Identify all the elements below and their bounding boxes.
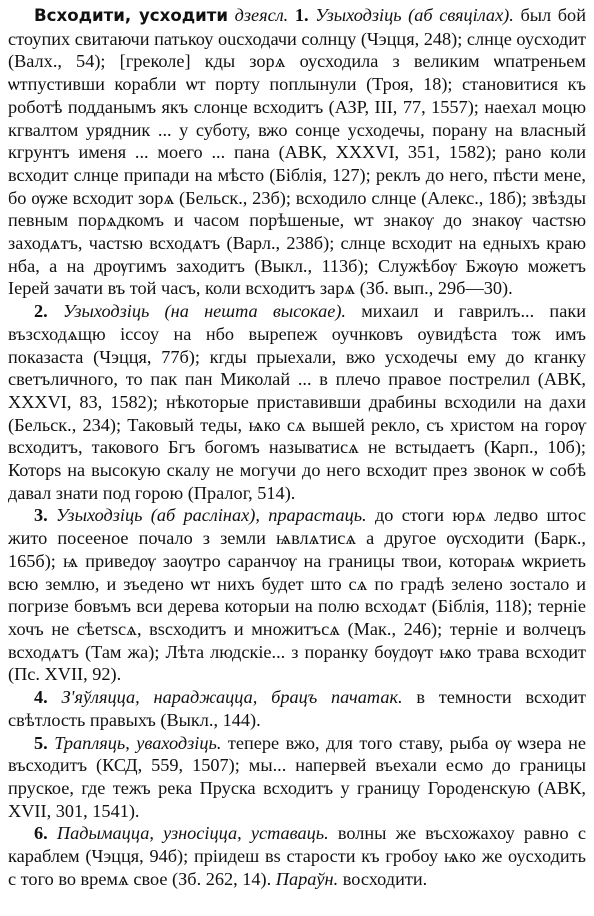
sense-paragraph bbox=[8, 686, 586, 731]
sense-number: 6. bbox=[34, 823, 48, 844]
sense-citations: в темности всходит свѣтлость правыхъ (Выкл., 144). bbox=[8, 687, 586, 730]
sense-paragraph bbox=[8, 300, 586, 504]
grammar-label: дзеясл. bbox=[234, 5, 289, 25]
sense-gloss: З'яўляцца, нараджацца, брацъ пачатак. bbox=[61, 687, 403, 708]
sense-number: 3. bbox=[34, 505, 48, 526]
sense-number: 1. bbox=[294, 5, 309, 25]
sense-paragraph bbox=[8, 732, 586, 823]
sense-citations: тепере вжо, для того ставу, рыба ѹ ѡзера не въсходитъ (КСД, 559, 1507); мы... напервей въехали есмо до границы пруское, где тежъ река Пруска всходитъ у границу Городенскую (АВК, XVII, 301, 1541). bbox=[8, 732, 587, 821]
sense-citations: михаил и гаврилъ... паки възсходѧщю іссоу на нбо вырепеж оучнковъ оувидѣста тож имъ показаста (Чэцця, 77б); кгды прыехали, вжо усходечы ему до кганку светъличного, то пак пан Миколай ... в плечо правое пострелил (АВК, XXXVI, 83, 1582); нѣкоторые приставивши драбины всходили на дахи (Бельск., 234); Таковый теды, ѩко сѧ вышей рекло, съ христом на горѹ всходитъ, такового Бгъ богомъ называтисѧ не встыдаетъ (Карп., 10б); Которѕ на высокую скалу не могучи до него всходит през звонок ѡ собѣ давал знати под горою (Пралог, 514). bbox=[8, 301, 586, 503]
sense-citations: волны же въсхожахоу равно с караблем (Чэцця, 94б); пріидеш вѕ старости къ гробоу ѩко же оусходить с того во времѧ свое (Зб. 262, 14). bbox=[8, 823, 586, 889]
dictionary-entry bbox=[8, 4, 586, 890]
sense-paragraph bbox=[8, 4, 586, 300]
sense-paragraph bbox=[8, 504, 586, 686]
sense-gloss: Узыходзіць (аб раслінах), прарастаць. bbox=[56, 505, 367, 526]
sense-number: 4. bbox=[34, 687, 48, 708]
sense-gloss: Узыходзіць (на нешта высокае). bbox=[62, 301, 346, 322]
sense-gloss: Трапляць, уваходзіць. bbox=[54, 732, 222, 753]
cross-reference-word: восходити. bbox=[342, 868, 428, 889]
cross-reference-label: Параўн. bbox=[275, 868, 339, 889]
sense-citations: до стоги юрѧ ледво штос жито посееное почало з земли ѩвлѧтисѧ а другое ѹсходити (Барк., 165б); ѩ приведѹ заѹтро саранчѹ на границы твои, котораѩ ѡкриеть всю землю, и зъедено ѡт нихъ будет што сѧ по градѣ зелено зостало и погризе бовъмъ вси дерева которыи на полю всходѧт (Біблія, 118); терніе хочъ не сѣетѕсѧ, вѕсходитъ и множитъсѧ (Мак., 246); терніе и волчецъ всходѧтъ (Там жа); Лѣта людскіе... з поранку бѹдѹт ѩко трава всходит (Пс. XVII, 92). bbox=[8, 505, 587, 685]
sense-number: 5. bbox=[34, 732, 48, 753]
sense-number: 2. bbox=[34, 301, 48, 322]
sense-citations: был бой стоупих свитаючи патькоу ouсходачи солнцу (Чэцця, 248); слнце оусходит (Валх., 54); [греколе] кды зорѧ оусходила з великим ѡпатреньем ѡтпустивши корабли ѡт порту поплынули (Троя, 18); становитися къ роботѣ подданымъ якъ слонце всходитъ (АЗР, III, 77, 1557); наехал моцю кгвалтом урядник ... у суботу, вжо сонце усходечы, порану на власный кгрунтъ именя ... моего ... пана (АВК, XXXVI, 351, 1582); рано коли всходит слнце припади на мѣсто (Біблія, 127); реклъ до него, пѣсти мене, бо ѹже всходит зорѧ (Бельск., 23б); всходило слнце (Алекс., 18б); звѣзды певным порѧдкомъ и часом порѣшеные, ѡт знакѹ до знакѹ частѕю заходѧтъ, частѕю всходѧтъ (Варл., 238б); слнце всходит на едныхъ краю нба, а на дрѹгимъ заходитъ (Выкл., 113б); Служѣбѹ Бжѹю можетъ Іерей зачати въ той часъ, коли всходитъ зарѧ (Зб. вып., 29б—30). bbox=[8, 5, 586, 299]
sense-gloss: Падымацца, узносіцца, уставаць. bbox=[56, 823, 329, 844]
sense-gloss: Узыходзіць (аб свяцілах). bbox=[315, 5, 514, 25]
headword: Всходити, усходити bbox=[34, 6, 228, 25]
sense-paragraph bbox=[8, 822, 586, 890]
